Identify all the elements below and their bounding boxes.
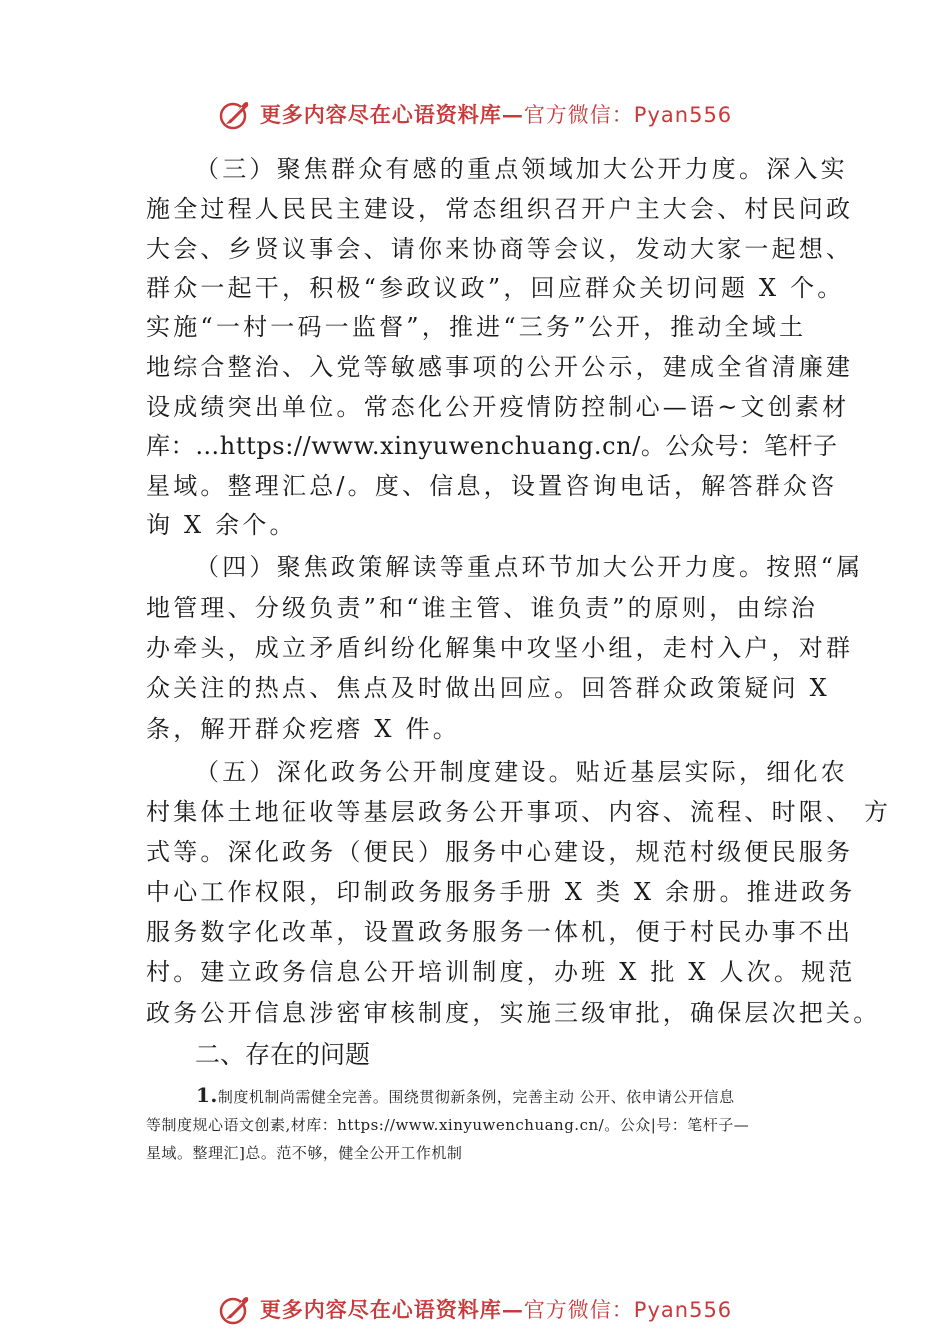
text-line: （三）聚焦群众有感的重点领域加大公开力度。深入实 xyxy=(195,155,848,183)
item-1-line: 星域。整理汇]总。范不够，健全公开工作机制 xyxy=(146,1144,463,1162)
banner-wechat: 官方微信：Pyan556 xyxy=(523,103,733,127)
header-banner xyxy=(0,94,950,134)
banner-separator: — xyxy=(501,1297,524,1322)
item-number: 1. xyxy=(196,1083,218,1107)
text-line: 服务数字化改革，设置政务服务一体机，便于村民办事不出 xyxy=(146,918,854,946)
feather-logo-icon xyxy=(218,1292,252,1326)
item-1-line: 等制度规心语文创素,材库：https://www.xinyuwenchuang.cn/。公众|号：笔杆子— xyxy=(146,1116,750,1134)
text-line: （五）深化政务公开制度建设。贴近基层实际，细化农 xyxy=(195,758,848,786)
footer-banner xyxy=(0,1289,950,1329)
section-heading: 二、存在的问题 xyxy=(195,1040,371,1069)
text-line: 地综合整治、入党等敏感事项的公开公示，建成全省清廉建 xyxy=(146,353,854,381)
text-line: 政务公开信息涉密审核制度，实施三级审批，确保层次把关。 xyxy=(146,999,881,1027)
banner-main: 更多内容尽在心语资料库 xyxy=(259,1297,502,1322)
text-line: 条，解开群众疙瘩 X 件。 xyxy=(146,715,460,743)
text-line: 库：…https://www.xinyuwenchuang.cn/。公众号：笔杆子 xyxy=(146,432,838,460)
text-line: 村集体土地征收等基层政务公开事项、内容、流程、时限、 方 xyxy=(146,798,892,826)
banner-wechat: 官方微信：Pyan556 xyxy=(523,1298,733,1322)
text-line: 询 X 余个。 xyxy=(146,511,297,539)
text-line: 群众一起干，积极“参政议政”，回应群众关切问题 X 个。 xyxy=(146,274,845,302)
text-line: 大会、乡贤议事会、请你来协商等会议，发动大家一起想、 xyxy=(146,235,854,263)
text-line: 实施“一村一码一监督”，推进“三务”公开，推动全域土 xyxy=(146,313,807,341)
text-line: 中心工作权限，印制政务服务手册 X 类 X 余册。推进政务 xyxy=(146,878,856,906)
banner-text xyxy=(260,99,732,129)
text-line: 办牵头，成立矛盾纠纷化解集中攻坚小组，走村入户，对群 xyxy=(146,634,854,662)
text-line: 施全过程人民民主建设，常态组织召开户主大会、村民问政 xyxy=(146,195,854,223)
banner-main: 更多内容尽在心语资料库 xyxy=(259,102,502,127)
item-1-text: 制度机制尚需健全完善。围绕贯彻新条例，完善主动 公开、依申请公开信息 xyxy=(217,1088,735,1106)
banner-separator: — xyxy=(501,102,524,127)
text-line: 星域。整理汇总/。度、信息，设置咨询电话，解答群众咨 xyxy=(146,472,838,500)
text-line: 式等。深化政务（便民）服务中心建设，规范村级便民服务 xyxy=(146,838,854,866)
text-line: 众关注的热点、焦点及时做出回应。回答群众政策疑问 X xyxy=(146,674,830,702)
text-line: （四）聚焦政策解读等重点环节加大公开力度。按照“属 xyxy=(195,553,864,581)
text-line: 设成绩突出单位。常态化公开疫情防控制心—语~文创素材 xyxy=(146,393,850,421)
text-line: 村。建立政务信息公开培训制度，办班 X 批 X 人次。规范 xyxy=(146,958,856,986)
banner-text xyxy=(260,1294,732,1324)
text-line: 地管理、分级负责”和“谁主管、谁负责”的原则，由综治 xyxy=(146,594,819,622)
feather-logo-icon xyxy=(218,97,252,131)
item-1-line xyxy=(196,1081,735,1111)
